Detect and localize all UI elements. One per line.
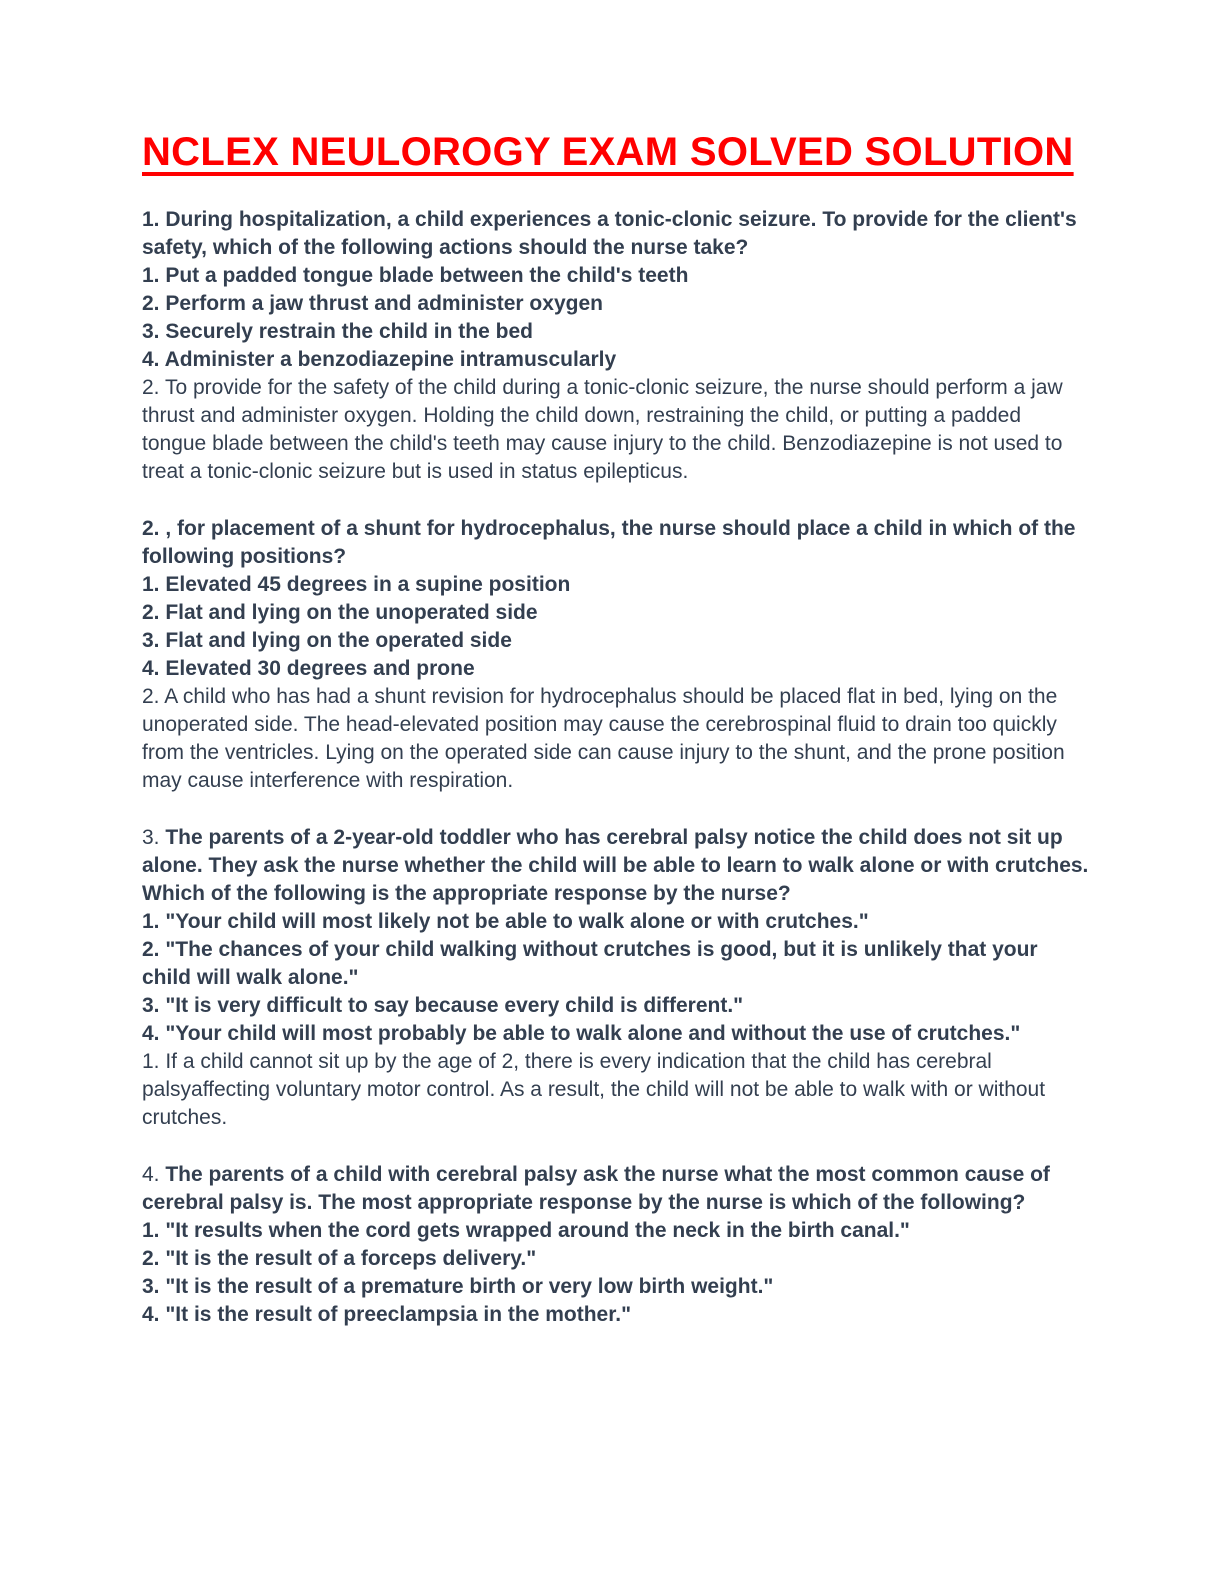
question-1-text <box>142 206 1090 262</box>
question-3-block <box>142 824 1090 1132</box>
question-1-option-3: 3. Securely restrain the child in the bed <box>142 320 533 343</box>
question-3-text <box>142 824 1090 908</box>
question-3-stem: The parents of a 2-year-old toddler who has cerebral palsy notice the child does not sit up alone. They ask the nurse whether the child will be able to learn to walk alone or with crutches. Which of the following is the appropriate response by the nurse? <box>142 826 1089 905</box>
question-1-option-4: 4. Administer a benzodiazepine intramuscularly <box>142 348 617 371</box>
question-2-option-3: 3. Flat and lying on the operated side <box>142 629 512 652</box>
question-3-option-4: 4. "Your child will most probably be able to walk alone and without the use of crutches." <box>142 1022 1021 1045</box>
question-1-explanation: 2. To provide for the safety of the child during a tonic-clonic seizure, the nurse should perform a jaw thrust and administer oxygen. Holding the child down, restraining the child, or putting a padded tongue blade between the child's teeth may cause injury to the child. Benzodiazepine is not used to treat a tonic-clonic seizure but is used in status epilepticus. <box>142 376 1063 483</box>
question-2-option-1: 1. Elevated 45 degrees in a supine position <box>142 573 571 596</box>
question-2-explanation: 2. A child who has had a shunt revision for hydrocephalus should be placed flat in bed, lying on the unoperated side. The head-elevated position may cause the cerebrospinal fluid to drain too quickly from the ventricles. Lying on the operated side can cause injury to the shunt, and the prone position may cause interference with respiration. <box>142 685 1065 792</box>
question-4-option-3: 3. "It is the result of a premature birth or very low birth weight." <box>142 1275 774 1298</box>
question-3-option-1: 1. "Your child will most likely not be able to walk alone or with crutches." <box>142 910 869 933</box>
question-2-option-2: 2. Flat and lying on the unoperated side <box>142 601 538 624</box>
document-title: NCLEX NEULOROGY EXAM SOLVED SOLUTION <box>142 130 1074 174</box>
question-4-number: 4. <box>142 1163 166 1186</box>
question-2-number: 2. <box>142 517 166 540</box>
question-4-text <box>142 1161 1090 1217</box>
question-1-option-2: 2. Perform a jaw thrust and administer oxygen <box>142 292 603 315</box>
question-2-stem: , for placement of a shunt for hydrocephalus, the nurse should place a child in which of the following positions? <box>142 517 1076 568</box>
question-4-stem: The parents of a child with cerebral palsy ask the nurse what the most common cause of cerebral palsy is. The most appropriate response by the nurse is which of the following? <box>142 1163 1050 1214</box>
question-2-text <box>142 515 1090 571</box>
question-4-option-2: 2. "It is the result of a forceps delivery." <box>142 1247 537 1270</box>
question-4-option-4: 4. "It is the result of preeclampsia in the mother." <box>142 1303 632 1326</box>
question-1-block <box>142 206 1090 486</box>
question-1-option-1: 1. Put a padded tongue blade between the child's teeth <box>142 264 689 287</box>
question-3-option-2: 2. "The chances of your child walking without crutches is good, but it is unlikely that your child will walk alone." <box>142 938 1038 989</box>
question-3-option-3: 3. "It is very difficult to say because every child is different." <box>142 994 744 1017</box>
question-2-option-4: 4. Elevated 30 degrees and prone <box>142 657 475 680</box>
question-1-stem: During hospitalization, a child experiences a tonic-clonic seizure. To provide for the client's safety, which of the following actions should the nurse take? <box>142 208 1077 259</box>
question-1-number: 1. <box>142 208 166 231</box>
question-2-block <box>142 515 1090 795</box>
question-3-number: 3. <box>142 826 166 849</box>
question-4-option-1: 1. "It results when the cord gets wrapped around the neck in the birth canal." <box>142 1219 910 1242</box>
question-4-block <box>142 1161 1090 1329</box>
question-3-explanation: 1. If a child cannot sit up by the age of 2, there is every indication that the child has cerebral palsyaffecting voluntary motor control. As a result, the child will not be able to walk with or without crutches. <box>142 1050 1046 1129</box>
